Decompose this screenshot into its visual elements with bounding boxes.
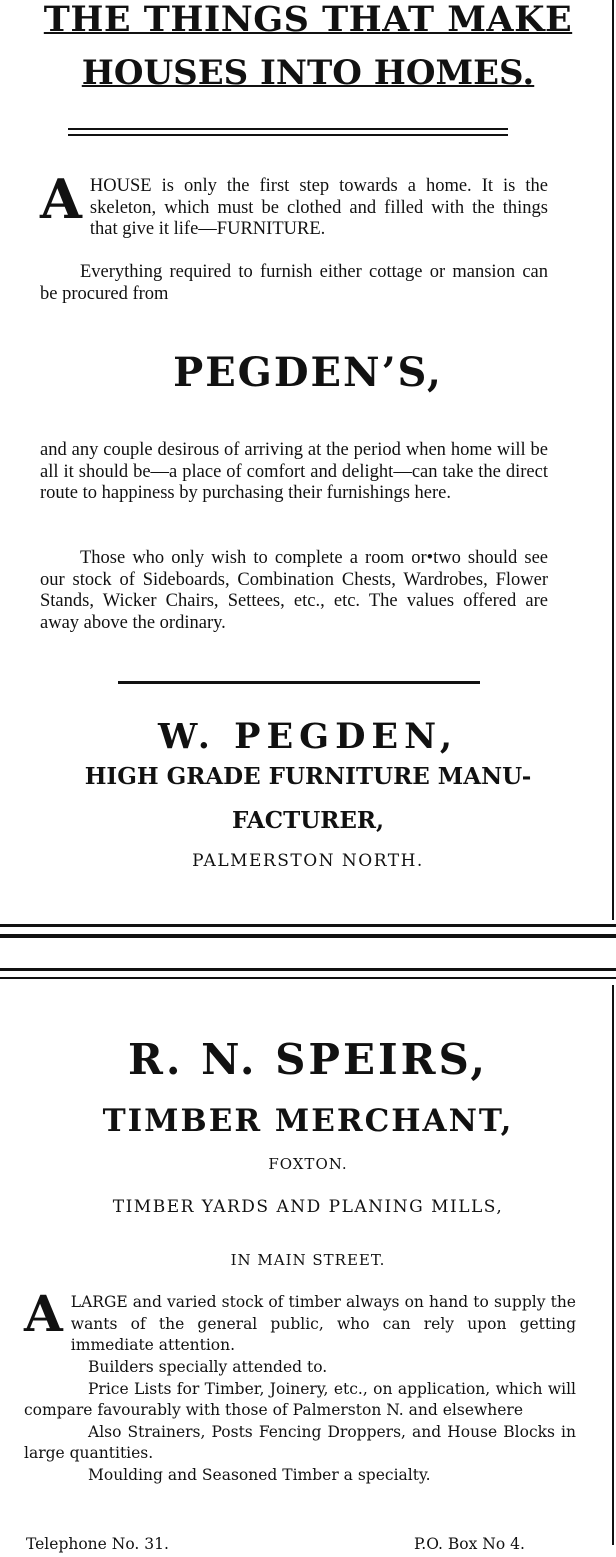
separator-rule-1 xyxy=(0,924,616,927)
merchant-business: TIMBER YARDS AND PLANING MILLS, xyxy=(112,1197,504,1217)
stock-paragraph xyxy=(40,548,548,634)
builders-line: Builders specially attended to. xyxy=(88,1358,328,1376)
drop-cap-a: A xyxy=(40,167,82,231)
separator-rule-3 xyxy=(0,968,616,971)
separator-rule-4 xyxy=(0,977,616,979)
double-rule-top-2 xyxy=(68,134,508,136)
timber-details xyxy=(24,1357,576,1486)
merchant-street: IN MAIN STREET. xyxy=(230,1251,386,1269)
proprietor-location: PALMERSTON NORTH. xyxy=(192,851,424,871)
moulding-line: Moulding and Seasoned Timber a specialty. xyxy=(88,1465,431,1484)
couple-paragraph xyxy=(40,440,548,505)
merchant-name: R. N. SPEIRS, xyxy=(127,1035,489,1084)
proprietor-name: W. PEGDEN, xyxy=(157,716,459,757)
strainers-line: Also Strainers, Posts Fencing Droppers, and House Blocks in large quantities. xyxy=(24,1422,576,1462)
headline-line-2: HOUSES INTO HOMES. xyxy=(81,53,535,93)
timber-paragraph xyxy=(24,1284,576,1357)
intro-paragraph xyxy=(40,167,548,241)
double-rule-top xyxy=(68,128,508,130)
price-lists-line: Price Lists for Timber, Joinery, etc., on application, which will compare favourably with those of Palmerston N. and elsewhere xyxy=(24,1379,576,1419)
signature-rule xyxy=(118,681,480,684)
merchant-town: FOXTON. xyxy=(268,1155,348,1173)
couple-text: and any couple desirous of arriving at the period when home will be all it should be—a place of comfort and delight—can take the direct route to happiness by purchasing their furnishings here. xyxy=(40,440,548,503)
intro-text: HOUSE is only the first step towards a home. It is the skeleton, which must be clothed and filled with the things that give it life—FURNITURE. xyxy=(89,176,548,239)
telephone-number: Telephone No. 31. xyxy=(26,1535,169,1553)
merchant-trade: TIMBER MERCHANT, xyxy=(102,1103,514,1139)
proprietor-title-2: FACTURER, xyxy=(231,807,385,834)
brand-name: PEGDEN’S, xyxy=(173,349,443,396)
timber-text: LARGE and varied stock of timber always on hand to supply the wants of the general public, who can rely upon getting immediate attention. xyxy=(70,1293,576,1354)
proprietor-title-1: HIGH GRADE FURNITURE MANU- xyxy=(84,763,532,790)
separator-rule-2 xyxy=(0,934,616,938)
procure-text: Everything required to furnish either cottage or mansion can be procured from xyxy=(40,262,548,304)
drop-cap-a-timber: A xyxy=(24,1284,63,1343)
ad1-right-border xyxy=(612,0,614,920)
procure-paragraph xyxy=(40,262,548,305)
stock-text: Those who only wish to complete a room or•two should see our stock of Sideboards, Combination Chests, Wardrobes, Flower Stands, Wicker Chairs, Settees, etc., etc. The values offered are away above the ordinary. xyxy=(40,548,548,633)
po-box-number: P.O. Box No 4. xyxy=(414,1535,525,1553)
headline-line-1: THE THINGS THAT MAKE xyxy=(43,0,573,40)
